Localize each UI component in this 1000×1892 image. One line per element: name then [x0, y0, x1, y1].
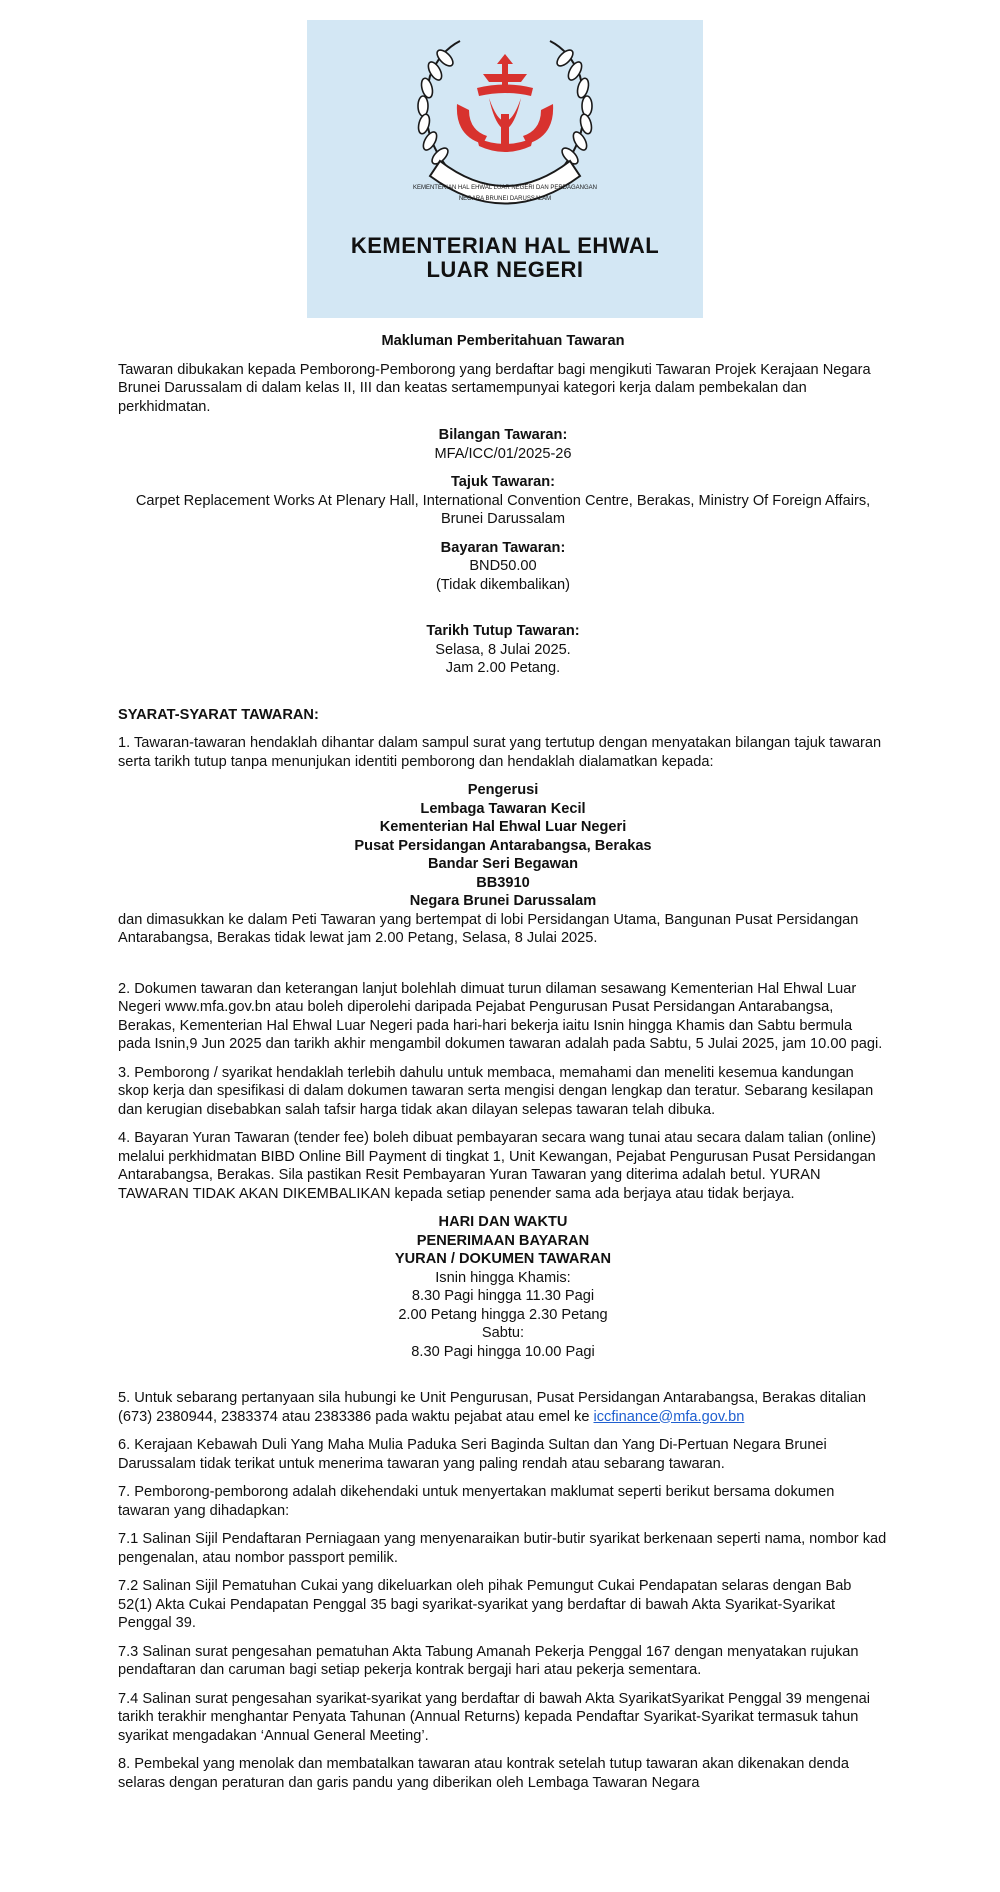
seal-text-line2: NEGARA BRUNEI DARUSSALAM — [458, 196, 552, 202]
ministry-crest-icon — [385, 26, 625, 231]
hours-heading-line: PENERIMAAN BAYARAN — [416, 1232, 590, 1249]
term-8: 8. Pembekal yang menolak dan membatalkan tawaran atau kontrak setelah tutup tawaran akan dikenakan denda selaras dengan peraturan dan garis pandu yang diberikan oleh Lembaga Tawaran Negara — [118, 1756, 849, 1791]
tender-title-label: Tajuk Tawaran: — [450, 474, 556, 490]
hours-line: Sabtu: — [481, 1325, 525, 1341]
term-7-3: 7.3 Salinan surat pengesahan pematuhan Akta Tabung Amanah Pekerja Penggal 167 dengan menyatakan rujukan pendaftaran dan caruman bagi setiap pekerja kontrak bergaji hari atau pekerja sementara. — [118, 1643, 859, 1678]
term-1: 1. Tawaran-tawaran hendaklah dihantar dalam sampul surat yang tertutup dengan menyatakan bilangan tajuk tawaran serta tarikh tutup tanpa menunjukan identiti pemborong dan hendaklah dialamatkan kepada: — [118, 735, 882, 770]
term-1-continued: dan dimasukkan ke dalam Peti Tawaran yang bertempat di lobi Persidangan Utama, Bangunan Pusat Persidangan Antarabangsa, Berakas tidak lewat jam 2.00 Petang, Selasa, 8 Julai 2025. — [118, 911, 859, 946]
notice-intro: Tawaran dibukakan kepada Pemborong-Pemborong yang berdaftar bagi mengikuti Tawaran Projek Kerajaan Negara Brunei Darussalam di dalam kelas II, III dan keatas sertamempunyai kategori kerja dalam pembekalan dan perkhidmatan. — [118, 361, 871, 415]
term-7: 7. Pemborong-pemborong adalah dikehendaki untuk menyertakan maklumat seperti berikut bersama dokumen tawaran yang dihadapkan: — [118, 1484, 835, 1519]
hours-heading-line: HARI DAN WAKTU — [438, 1214, 568, 1230]
address-line: Pengerusi — [467, 782, 539, 798]
term-3: 3. Pemborong / syarikat hendaklah terlebih dahulu untuk membaca, memahami dan meneliti kesemua kandungan skop kerja dan spesifikasi di dalam dokumen tawaran serta mengisi dengan lengkap dan teratur. Sebarang kesilapan dan kerugian disebabkan salah tafsir harga tidak akan dilayan selepas tawaran telah dibuka. — [118, 1064, 874, 1118]
term-5-text: 5. Untuk sebarang pertanyaan sila hubungi ke Unit Pengurusan, Pusat Persidangan Antarabangsa, Berakas ditalian (673) 2380944, 2383374 atau 2383386 pada waktu pejabat atau emel ke — [118, 1390, 867, 1425]
term-4: 4. Bayaran Yuran Tawaran (tender fee) boleh dibuat pembayaran secara wang tunai atau secara dalam talian (online) melalui perkhidmatan BIBD Online Bill Payment di tingkat 1, Unit Kewangan, Pejabat Pengurusan Pusat Persidangan Antarabangsa, Berakas. Sila pastikan Resit Pembayaran Yuran Tawaran yang diterima adalah betul. YURAN TAWARAN TIDAK AKAN DIKEMBALIKAN kepada setiap penender sama ada berjaya atau tidak berjaya. — [118, 1130, 877, 1202]
tender-no-value: MFA/ICC/01/2025-26 — [434, 445, 572, 462]
address-line: BB3910 — [476, 874, 530, 891]
ministry-logo — [307, 20, 703, 318]
notice-document — [118, 332, 888, 1802]
term-7-4: 7.4 Salinan surat pengesahan syarikat-syarikat yang berdaftar di bawah Akta SyarikatSyarikat Penggal 39 mengenai tarikh terakhir menghantar Penyata Tahunan (Annual Returns) kepada Pendaftar Syarikat-Syarikat termasuk tahun syarikat mengadakan ‘Annual General Meeting’. — [118, 1690, 871, 1744]
tender-fee-note: (Tidak dikembalikan) — [435, 576, 571, 593]
tender-no-label: Bilangan Tawaran: — [438, 427, 568, 443]
hours-line: 2.00 Petang hingga 2.30 Petang — [398, 1306, 608, 1323]
closing-label: Tarikh Tutup Tawaran: — [426, 623, 580, 639]
address-line: Pusat Persidangan Antarabangsa, Berakas — [354, 837, 652, 854]
term-6: 6. Kerajaan Kebawah Duli Yang Maha Mulia Paduka Seri Baginda Sultan dan Yang Di-Pertuan Negara Brunei Darussalam tidak terikat untuk menerima tawaran yang paling rendah atau sebarang tawaran. — [118, 1437, 827, 1472]
notice-heading: Makluman Pemberitahuan Tawaran — [381, 333, 625, 349]
address-line: Bandar Seri Begawan — [427, 856, 579, 872]
address-line: Kementerian Hal Ehwal Luar Negeri — [379, 819, 627, 835]
closing-time: Jam 2.00 Petang. — [445, 660, 561, 676]
hours-heading-line: YURAN / DOKUMEN TAWARAN — [394, 1251, 612, 1267]
logo-title-line2: LUAR NEGERI — [426, 257, 584, 282]
contact-email-link[interactable]: iccfinance@mfa.gov.bn — [593, 1408, 745, 1425]
tender-title-value: Carpet Replacement Works At Plenary Hall, International Convention Centre, Berakas, Ministry Of Foreign Affairs, Brunei Darussalam — [135, 492, 871, 527]
hours-line: 8.30 Pagi hingga 10.00 Pagi — [411, 1343, 595, 1360]
tender-fee-value: BND50.00 — [469, 558, 537, 574]
term-7-1: 7.1 Salinan Sijil Pendaftaran Perniagaan yang menyenaraikan butir-butir syarikat berkenaan seperti nama, nombor kad pengenalan, atau nombor passport pemilik. — [118, 1531, 887, 1566]
address-block — [118, 781, 888, 911]
tender-fee-label: Bayaran Tawaran: — [440, 539, 566, 556]
term-5 — [118, 1389, 888, 1426]
payment-hours-block — [118, 1213, 888, 1361]
term-7-2: 7.2 Salinan Sijil Pematuhan Cukai yang dikeluarkan oleh pihak Pemungut Cukai Pendapatan selaras dengan Bab 52(1) Akta Cukai Pendapatan Penggal 35 bagi syarikat-syarikat yang berdaftar di bawah Akta Syarikat-Syarikat Penggal 39. — [118, 1578, 852, 1631]
hours-line: Isnin hingga Khamis: — [435, 1269, 571, 1286]
term-2: 2. Dokumen tawaran dan keterangan lanjut bolehlah dimuat turun dilaman sesawang Kementerian Hal Ehwal Luar Negeri www.mfa.gov.bn atau boleh diperolehi daripada Pejabat Pengurusan Pusat Persidangan Antarabangsa, Berakas, Kementerian Hal Ehwal Luar Negeri pada hari-hari bekerja iaitu Isnin hingga Khamis dan Sabtu bermula pada Isnin,9 Jun 2025 dan tarikh akhir mengambil dokumen tawaran adalah pada Sabtu, 5 Julai 2025, jam 10.00 pagi. — [118, 980, 883, 1052]
address-line: Negara Brunei Darussalam — [409, 893, 597, 909]
terms-heading: SYARAT-SYARAT TAWARAN: — [118, 706, 319, 723]
closing-date: Selasa, 8 Julai 2025. — [435, 641, 571, 658]
address-line: Lembaga Tawaran Kecil — [420, 800, 586, 817]
logo-title-line1: KEMENTERIAN HAL EHWAL — [350, 233, 660, 258]
seal-text-line1: KEMENTERIAN HAL EHWAL LUAR NEGERI DAN PERDAGANGAN — [412, 185, 598, 191]
hours-line: 8.30 Pagi hingga 11.30 Pagi — [411, 1288, 595, 1304]
